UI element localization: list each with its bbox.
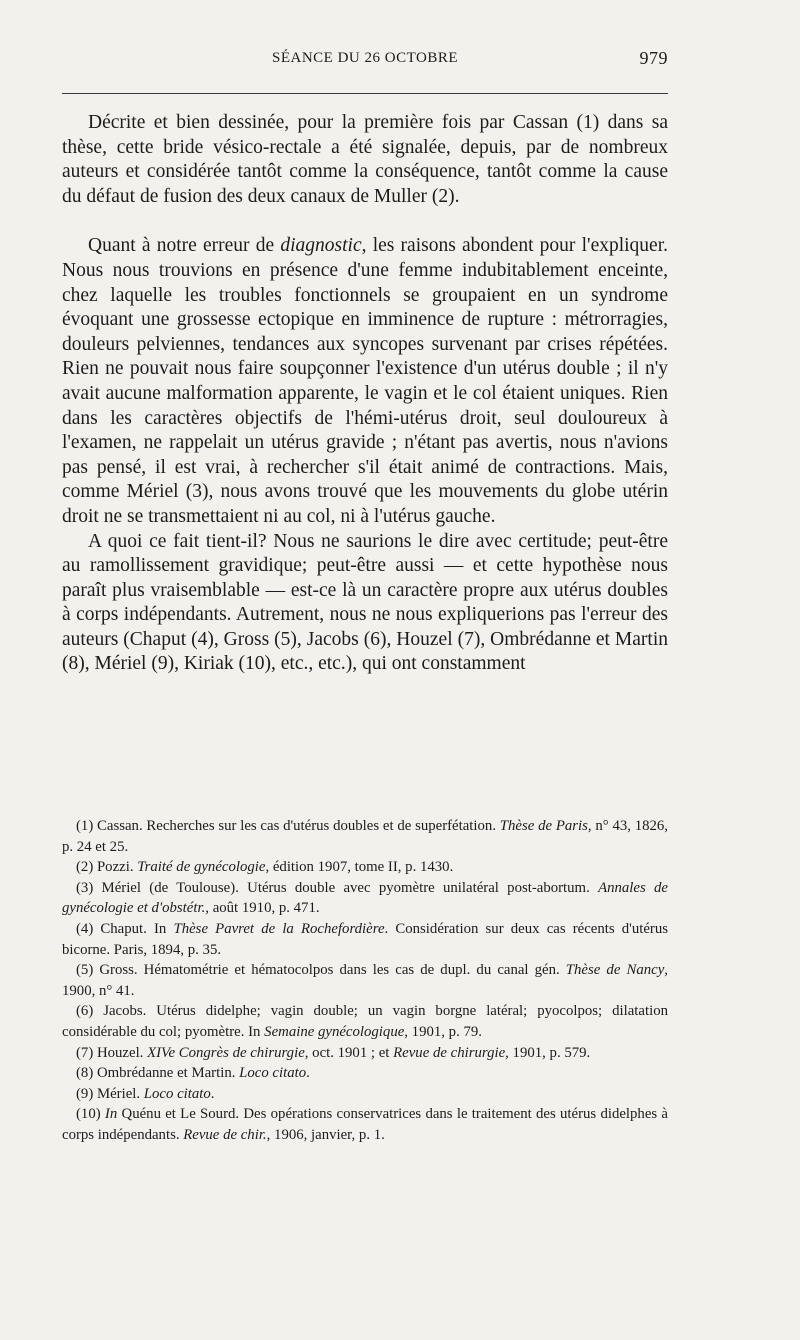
running-header bbox=[62, 50, 668, 74]
footnotes bbox=[62, 816, 668, 1146]
paragraph: Quant à notre erreur de diagnostic, les raisons abondent pour l'expliquer. Nous nous trouvions en présence d'une femme indubitablement enceinte, chez laquelle les troubles fonctionnels se groupaient en un syndrome évoquant une grossesse ectopique en imminence de rupture : métrorragies, douleurs pelviennes, tendances aux syncopes survenant par crises répétées. Rien ne pouvait nous faire soupçonner l'existence d'un utérus double ; il n'y avait aucune malformation apparente, le vagin et le col étaient uniques. Rien dans les caractères objectifs de l'hémi-utérus droit, seul douloureux à l'examen, ne rappelait un utérus gravide ; n'étant pas avertis, nous n'avions pas pensé, il est vrai, à rechercher s'il était animé de contractions. Mais, comme Mériel (3), nous avons trouvé que les mouvements du globe utérin droit ne se transmettaient ni au col, ni à l'utérus gauche. bbox=[62, 235, 669, 527]
footnote: (7) Houzel. XIVe Congrès de chirurgie, oct. 1901 ; et Revue de chirurgie, 1901, p. 579. bbox=[76, 1044, 591, 1061]
paragraph: Décrite et bien dessinée, pour la première fois par Cassan (1) dans sa thèse, cette bride vésico-rectale a été signalée, depuis, par de nombreux auteurs et considérée tantôt comme la conséquence, tantôt comme la cause du défaut de fusion des deux canaux de Muller (2). bbox=[62, 112, 668, 207]
footnote: (1) Cassan. Recherches sur les cas d'utérus doubles et de superfétation. Thèse de Paris, n° 43, 1826, p. 24 et 25. bbox=[62, 818, 669, 855]
footnote: (8) Ombrédanne et Martin. Loco citato. bbox=[76, 1065, 310, 1082]
footnote: (4) Chaput. In Thèse Pavret de la Rochefordière. Considération sur deux cas récents d'utérus bicorne. Paris, 1894, p. 35. bbox=[62, 920, 669, 958]
footnote: (10) In Quénu et Le Sourd. Des opérations conservatrices dans le traitement des utérus didelphes à corps indépendants. Revue de chir., 1906, janvier, p. 1. bbox=[62, 1106, 668, 1143]
footnote: (9) Mériel. Loco citato. bbox=[76, 1085, 215, 1102]
running-title: SÉANCE DU 26 OCTOBRE bbox=[272, 50, 458, 66]
footnote: (6) Jacobs. Utérus didelphe; vagin double; un vagin borgne latéral; pyocolpos; dilatation considérable du col; pyomètre. In Semaine gynécologique, 1901, p. 79. bbox=[62, 1003, 668, 1040]
footnote: (3) Mériel (de Toulouse). Utérus double avec pyomètre unilatéral post-abortum. Annales de gynécologie et d'obstétr., août 1910, p. 471. bbox=[62, 879, 668, 917]
footnote: (5) Gross. Hématométrie et hématocolpos dans les cas de dupl. du canal gén. Thèse de Nancy, 1900, n° 41. bbox=[62, 962, 668, 999]
footnote: (2) Pozzi. Traité de gynécologie, édition 1907, tome II, p. 1430. bbox=[76, 859, 454, 876]
main-text bbox=[62, 111, 668, 677]
page-number: 979 bbox=[639, 48, 668, 68]
paragraph: A quoi ce fait tient-il? Nous ne saurions le dire avec certitude; peut-être au ramollissement gravidique; peut-être aussi — et cette hypothèse nous paraît plus vraisemblable — est-ce là un caractère propre aux utérus doubles à corps indépendants. Autrement, nous ne nous expliquerions pas l'erreur des auteurs (Chaput (4), Gross (5), Jacobs (6), Houzel (7), Ombrédanne et Martin (8), Mériel (9), Kiriak (10), etc., etc.), qui ont constamment bbox=[62, 530, 668, 675]
header-rule bbox=[62, 93, 668, 94]
